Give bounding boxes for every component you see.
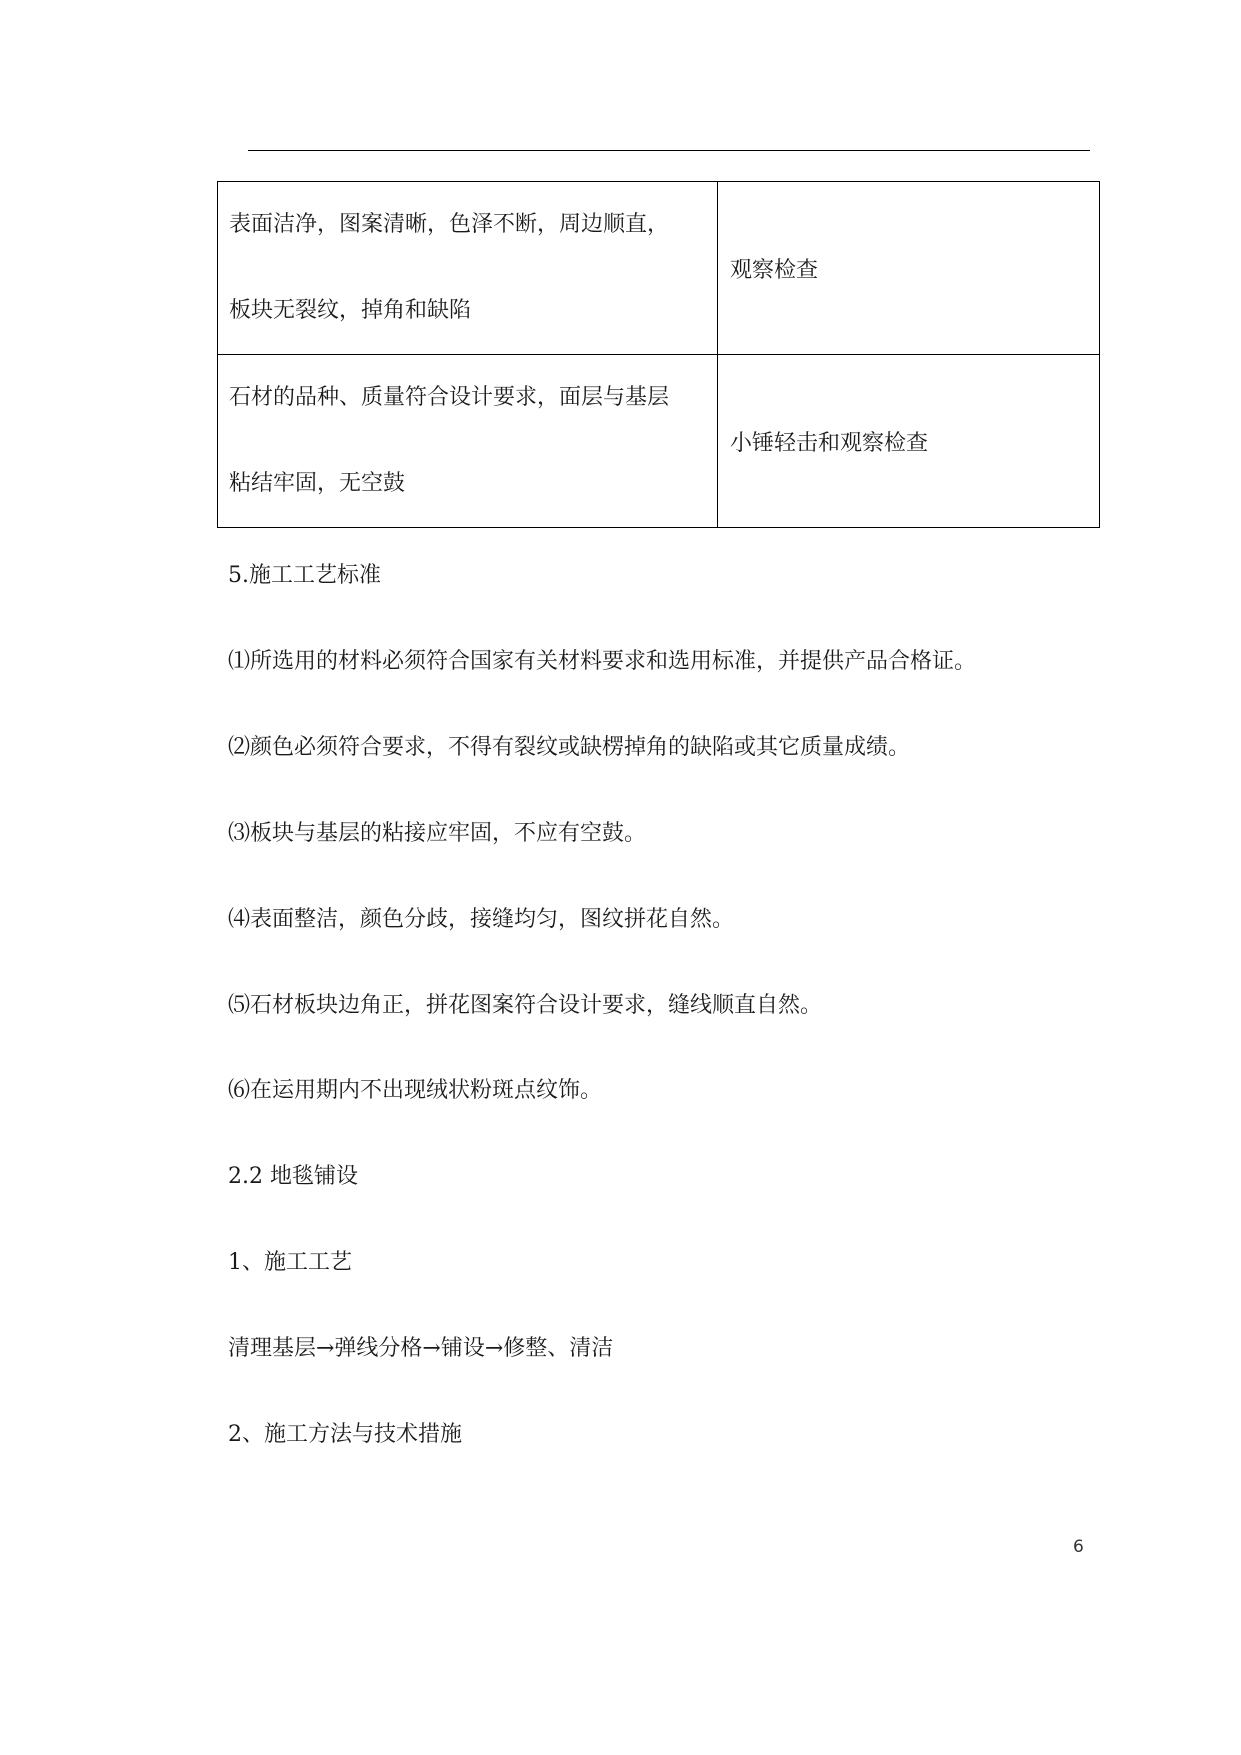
requirement-line: 石材的品种、质量符合设计要求，面层与基层 [229,385,670,410]
list-item: ⑴所选用的材料必须符合国家有关材料要求和选用标准，并提供产品合格证。 [228,649,977,674]
requirement-line: 表面洁净，图案清晰，色泽不断，周边顺直， [229,212,670,237]
requirement-cell [218,182,718,355]
method-cell: 观察检查 [718,182,1100,355]
subsection-heading: 2、施工方法与技术措施 [228,1422,462,1447]
requirement-line: 板块无裂纹，掉角和缺陷 [229,298,472,323]
header-rule [248,150,1090,151]
method-cell: 小锤轻击和观察检查 [718,355,1100,528]
subsection-heading: 1、施工工艺 [228,1250,352,1275]
list-item: ⑸石材板块边角正，拼花图案符合设计要求，缝线顺直自然。 [228,993,823,1018]
list-item: ⑵颜色必须符合要求，不得有裂纹或缺楞掉角的缺陷或其它质量成绩。 [228,735,911,760]
table-row [218,182,1100,355]
requirement-line: 粘结牢固，无空鼓 [229,471,406,496]
requirement-cell [218,355,718,528]
list-item: ⑷表面整洁，颜色分歧，接缝均匀，图纹拼花自然。 [228,907,735,932]
inspection-table [217,181,1100,528]
paragraph: 清理基层→弹线分格→铺设→修整、清洁 [228,1336,614,1361]
section-heading: 5.施工工艺标准 [228,563,381,588]
table-row [218,355,1100,528]
page-number: 6 [1073,1537,1084,1557]
list-item: ⑶板块与基层的粘接应牢固，不应有空鼓。 [228,821,647,846]
section-heading: 2.2 地毯铺设 [228,1164,358,1189]
list-item: ⑹在运用期内不出现绒状粉斑点纹饰。 [228,1078,603,1103]
